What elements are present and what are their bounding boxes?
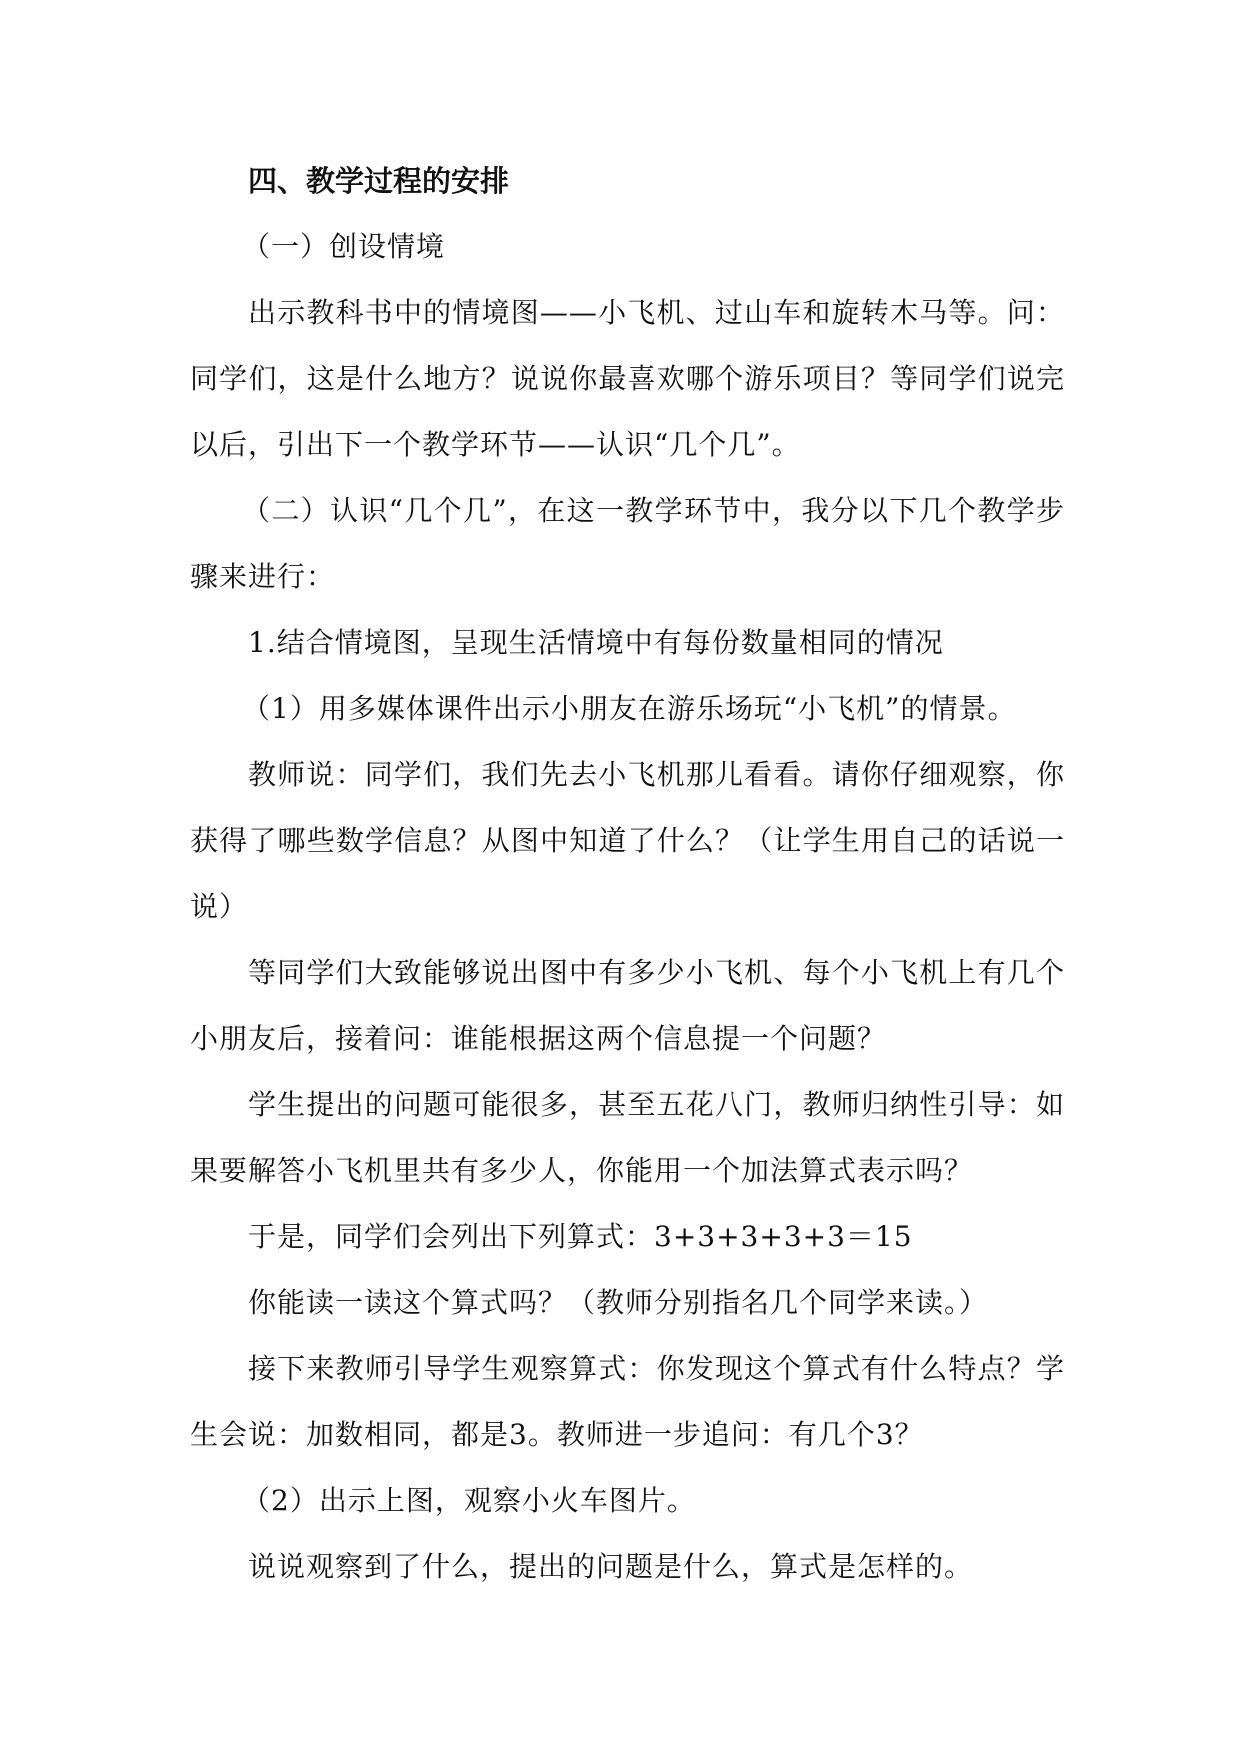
section-heading: 四、教学过程的安排 bbox=[248, 164, 510, 198]
document-body bbox=[190, 148, 1065, 1600]
paragraph: （1）用多媒体课件出示小朋友在游乐场玩“小飞机”的情景。 bbox=[242, 692, 1017, 725]
subsection-heading-1: （一）创设情境 bbox=[242, 230, 446, 263]
paragraph: （2）出示上图，观察小火车图片。 bbox=[242, 1484, 696, 1517]
step-heading: 1.结合情境图，呈现生活情境中有每份数量相同的情况 bbox=[248, 626, 944, 659]
paragraph: 于是，同学们会列出下列算式：3+3+3+3+3＝15 bbox=[248, 1220, 913, 1253]
paragraph: 出示教科书中的情境图——小飞机、过山车和旋转木马等。问：同学们，这是什么地方？说说你最喜欢哪个游乐项目？等同学们说完以后，引出下一个教学环节——认识“几个几”。 bbox=[190, 296, 1065, 461]
paragraph: 说说观察到了什么，提出的问题是什么，算式是怎样的。 bbox=[248, 1550, 974, 1583]
subsection-heading-2: （二）认识“几个几”，在这一教学环节中，我分以下几个教学步骤来进行： bbox=[190, 494, 1065, 593]
paragraph: 接下来教师引导学生观察算式：你发现这个算式有什么特点？学生会说：加数相同，都是3。教师进一步追问：有几个3？ bbox=[190, 1352, 1065, 1451]
paragraph: 等同学们大致能够说出图中有多少小飞机、每个小飞机上有几个小朋友后，接着问：谁能根据这两个信息提一个问题？ bbox=[190, 956, 1065, 1055]
paragraph: 学生提出的问题可能很多，甚至五花八门，教师归纳性引导：如果要解答小飞机里共有多少人，你能用一个加法算式表示吗？ bbox=[190, 1088, 1065, 1187]
paragraph: 你能读一读这个算式吗？（教师分别指名几个同学来读。） bbox=[248, 1286, 989, 1319]
paragraph: 教师说：同学们，我们先去小飞机那儿看看。请你仔细观察，你获得了哪些数学信息？从图中知道了什么？（让学生用自己的话说一说） bbox=[190, 758, 1065, 923]
